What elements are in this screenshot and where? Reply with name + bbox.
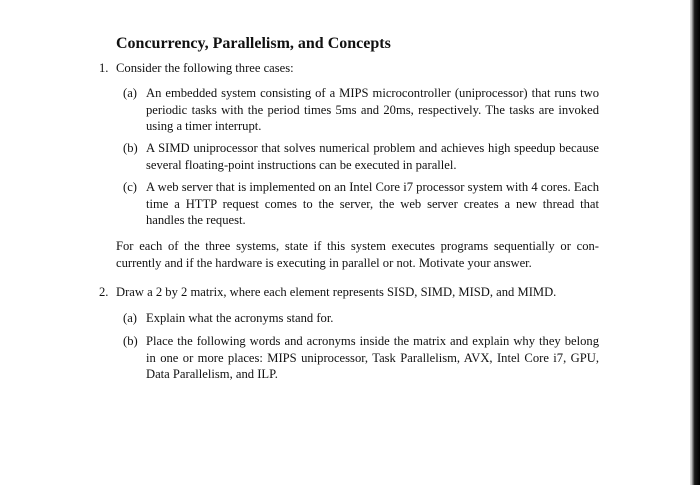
part-label: (b) — [123, 334, 138, 348]
followup-text: For each of the three systems, state if this system executes programs sequentially or con- currently and if the hardware is executing in parallel or not. Motivate your answer. — [116, 239, 599, 270]
question-1 — [99, 60, 596, 77]
question-text: Consider the following three cases: — [116, 61, 294, 75]
part-label: (a) — [123, 86, 137, 100]
question-1-followup — [116, 238, 599, 271]
question-number: 1. — [99, 61, 109, 75]
part-text: An embedded system consisting of a MIPS microcontroller (uniprocessor) that runs two periodic tasks with the period times 5ms and 20ms, respectively. The tasks are invoked using a timer interrupt. — [146, 86, 599, 133]
viewer-edge — [691, 0, 700, 485]
page-title: Concurrency, Parallelism, and Concepts — [116, 35, 391, 52]
part-text: A SIMD uniprocessor that solves numerical problem and achieves high speedup because several floating-point instructions can be executed in parallel. — [146, 141, 599, 172]
question-1-part-a — [123, 85, 599, 135]
question-text: Draw a 2 by 2 matrix, where each element represents SISD, SIMD, MISD, and MIMD. — [116, 285, 557, 299]
part-text: Place the following words and acronyms inside the matrix and explain why they belong in one or more places: MIPS uniprocessor, Task Parallelism, AVX, Intel Core i7, GPU, Data Parallelism, and ILP. — [146, 334, 599, 381]
part-label: (c) — [123, 180, 137, 194]
question-2-part-a — [123, 310, 599, 327]
question-number: 2. — [99, 285, 109, 299]
part-label: (a) — [123, 311, 137, 325]
question-1-part-c — [123, 179, 599, 229]
part-text: Explain what the acronyms stand for. — [146, 311, 334, 325]
question-2 — [99, 284, 599, 301]
question-2-part-b — [123, 333, 599, 383]
part-text: A web server that is implemented on an Intel Core i7 processor system with 4 cores. Each time a HTTP request comes to the server, the web server creates a new thread that handles the request. — [146, 180, 599, 227]
part-label: (b) — [123, 141, 138, 155]
question-1-part-b — [123, 140, 599, 173]
